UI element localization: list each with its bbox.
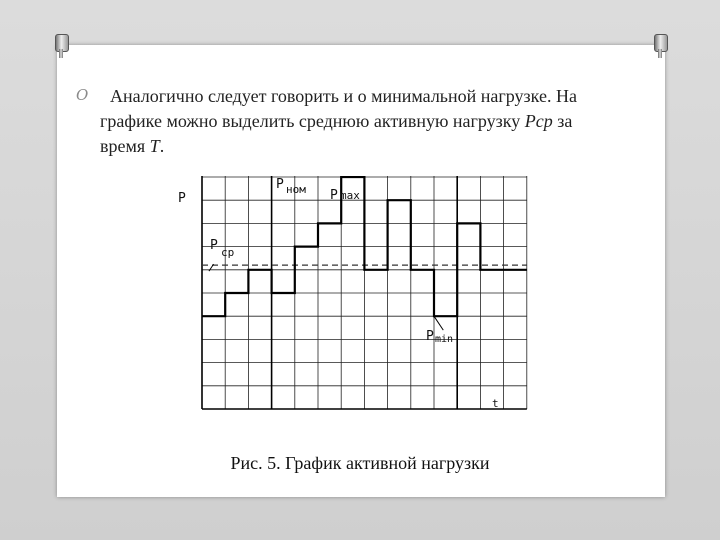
pushpin-right-icon <box>651 34 669 60</box>
line3-tail: . <box>159 136 165 156</box>
paragraph-line-3 <box>100 134 640 159</box>
paragraph-line-2 <box>100 109 640 134</box>
pavg-subscript: ср <box>221 246 235 259</box>
pmin-subscript: min <box>435 334 454 345</box>
pushpin-left-icon <box>52 34 70 60</box>
load-chart <box>170 176 530 429</box>
pmin-label: P <box>426 329 434 344</box>
figure-caption: Рис. 5. График активной нагрузки <box>230 453 490 473</box>
pnom-label: P <box>276 177 284 192</box>
pmin-leader-line <box>434 316 443 330</box>
time-variable: T <box>149 136 160 156</box>
line3-text: время <box>100 136 150 156</box>
paragraph-line-1: Аналогично следует говорить и о минимальной нагрузке. На <box>110 86 577 106</box>
paragraph <box>100 84 640 159</box>
pnom-subscript: ном <box>286 183 306 196</box>
pmax-subscript: max <box>340 189 360 202</box>
x-axis-label: t <box>492 397 499 410</box>
line2-text: графике можно выделить среднюю активную нагрузку <box>100 111 525 131</box>
line2-tail: за <box>552 111 573 131</box>
load-chart-svg <box>170 176 530 424</box>
y-axis-label: P <box>178 191 186 206</box>
bullet-marker: O <box>76 86 89 104</box>
pavg-label: P <box>210 238 218 253</box>
pmax-label: P <box>330 188 338 203</box>
pavg-variable: Pср <box>524 111 553 131</box>
